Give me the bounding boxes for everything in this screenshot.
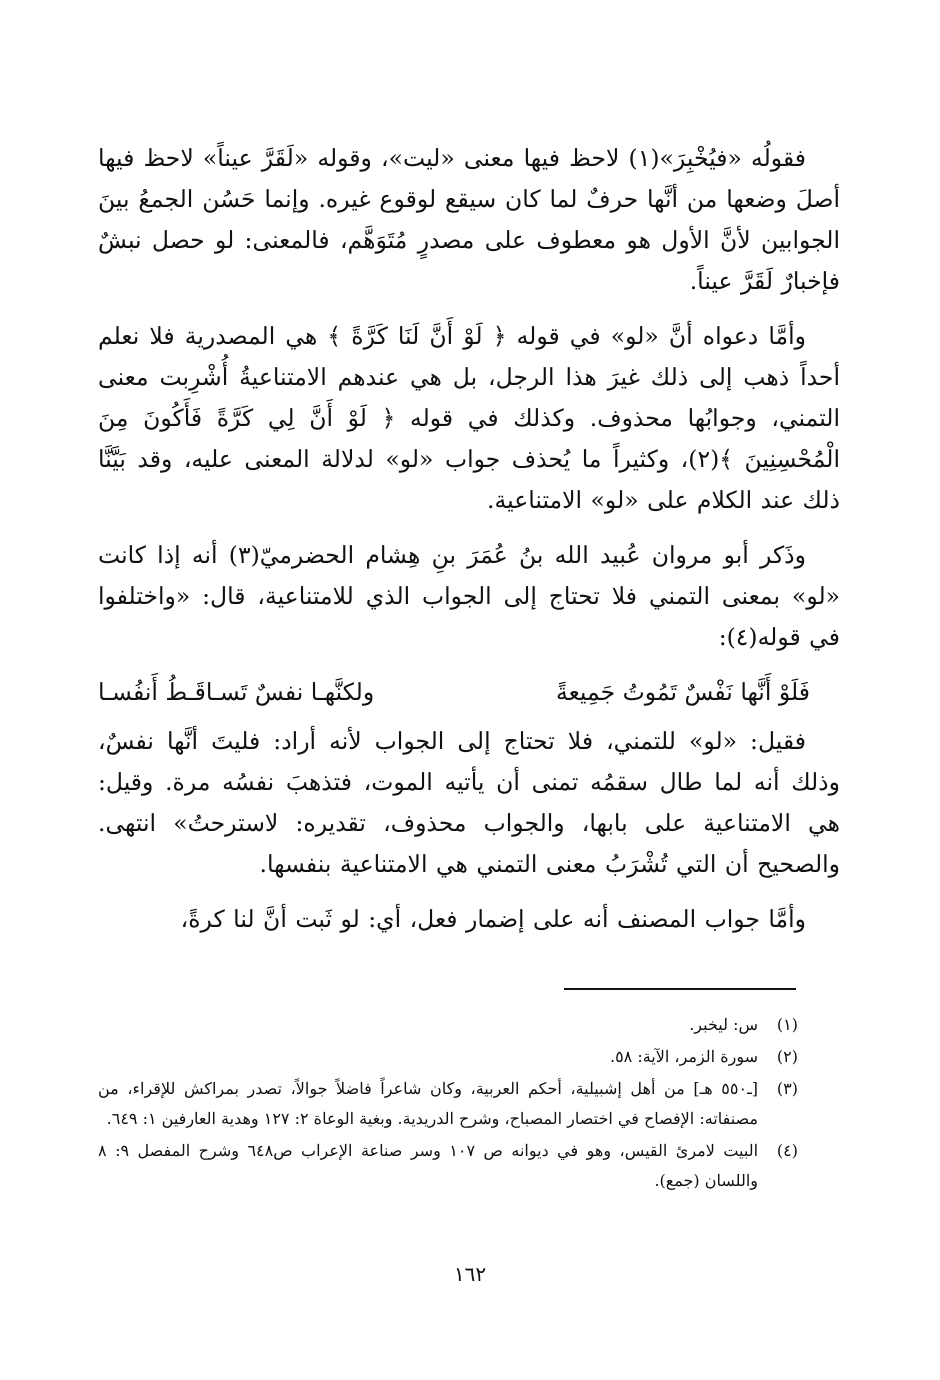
footnote-2 [98, 1042, 798, 1072]
footnote-3 [98, 1074, 798, 1134]
footnote-text: سورة الزمر، الآية: ٥٨. [609, 1047, 758, 1066]
footnote-4 [98, 1136, 798, 1196]
footnotes [98, 1010, 798, 1198]
poetry-verse [98, 672, 840, 713]
footnote-number: (٢) [776, 1047, 798, 1066]
footnote-text: س: ليخبر. [689, 1015, 758, 1034]
footnote-number: (٤) [776, 1141, 798, 1160]
footnote-1 [98, 1010, 798, 1040]
page-number: ١٦٢ [453, 1262, 487, 1286]
footnote-text: [ـ٥٥٠ هـ] من أهل إشبيلية، أحكم العربية، وكان شاعراً فاضلاً جوالاً، تصدر بمراكش للإقراء، من مصنفاته: الإفصاح في اختصار المصباح، وشرح الدريدية. وبغية الوعاة ٢: ١٢٧ وهدية العارفين ١: ٦٤٩. [98, 1079, 758, 1128]
footnote-separator [564, 988, 796, 990]
main-text [98, 138, 840, 954]
footnote-number: (١) [776, 1015, 798, 1034]
verse-second-hemistich: ولكنَّهـا نفسٌ تَسـاقَـطُ أَنفُسـا [98, 678, 375, 706]
paragraph-5: وأمَّا جواب المصنف أنه على إضمار فعل، أي: لو ثَبت أنَّ لنا كرةً، [180, 905, 806, 933]
paragraph-3: وذَكر أبو مروان عُبيد الله بنُ عُمَرَ بنِ هِشام الحضرميّ(٣) أنه إذا كانت «لو» بمعنى التمني فلا تحتاج إلى الجواب الذي للامتناعية، قال: «واختلفوا في قوله(٤): [98, 541, 840, 651]
paragraph-1: فقولُه «فيُخْبِرَ»(١) لاحظ فيها معنى «ليت»، وقوله «لَقَرَّ عيناً» لاحظ فيها أصلَ وضعها من أنَّها حرفٌ لما كان سيقع لوقوع غيره. وإنما حَسُن الجمعُ بينَ الجوابين لأنَّ الأول هو معطوف على مصدرٍ مُتَوَهَّم، فالمعنى: لو حصل نبشٌ فإخبارٌ لَقَرَّ عيناً. [98, 144, 840, 295]
verse-first-hemistich: فَلَوْ أَنَّها نَفْسٌ تَمُوتُ جَمِيعةً [555, 678, 810, 706]
paragraph-4: فقيل: «لو» للتمني، فلا تحتاج إلى الجواب لأنه أراد: فليتَ أنَّها نفسٌ، وذلك أنه لما طال سقمُه تمنى أن يأتيه الموت، فتذهبَ نفسُه مرة. وقيل: هي الامتناعية على بابها، والجواب محذوف، تقديره: لاسترحتُ» انتهى. والصحيح أن التي تُشْرَبُ معنى التمني هي الامتناعية بنفسها. [98, 727, 840, 878]
paragraph-2: وأمَّا دعواه أنَّ «لو» في قوله ﴿ لَوْ أَنَّ لَنَا كَرَّةً ﴾ هي المصدرية فلا نعلم أحداً ذهب إلى ذلك غيرَ هذا الرجل، بل هي عندهم الامتناعيةُ أُشْرِبت معنى التمني، وجوابُها محذوف. وكذلك في قوله ﴿ لَوْ أَنَّ لِي كَرَّةً فَأَكُونَ مِنَ الْمُحْسِنِينَ ﴾(٢)، وكثيراً ما يُحذف جواب «لو» لدلالة المعنى عليه، وقد بَيَّنَّا ذلك عند الكلام على «لو» الامتناعية. [98, 322, 840, 514]
footnote-text: البيت لامرئ القيس، وهو في ديوانه ص ١٠٧ وسر صناعة الإعراب ص٦٤٨ وشرح المفصل ٩: ٨ واللسان (جمع). [98, 1141, 759, 1190]
footnote-number: (٣) [776, 1079, 798, 1098]
